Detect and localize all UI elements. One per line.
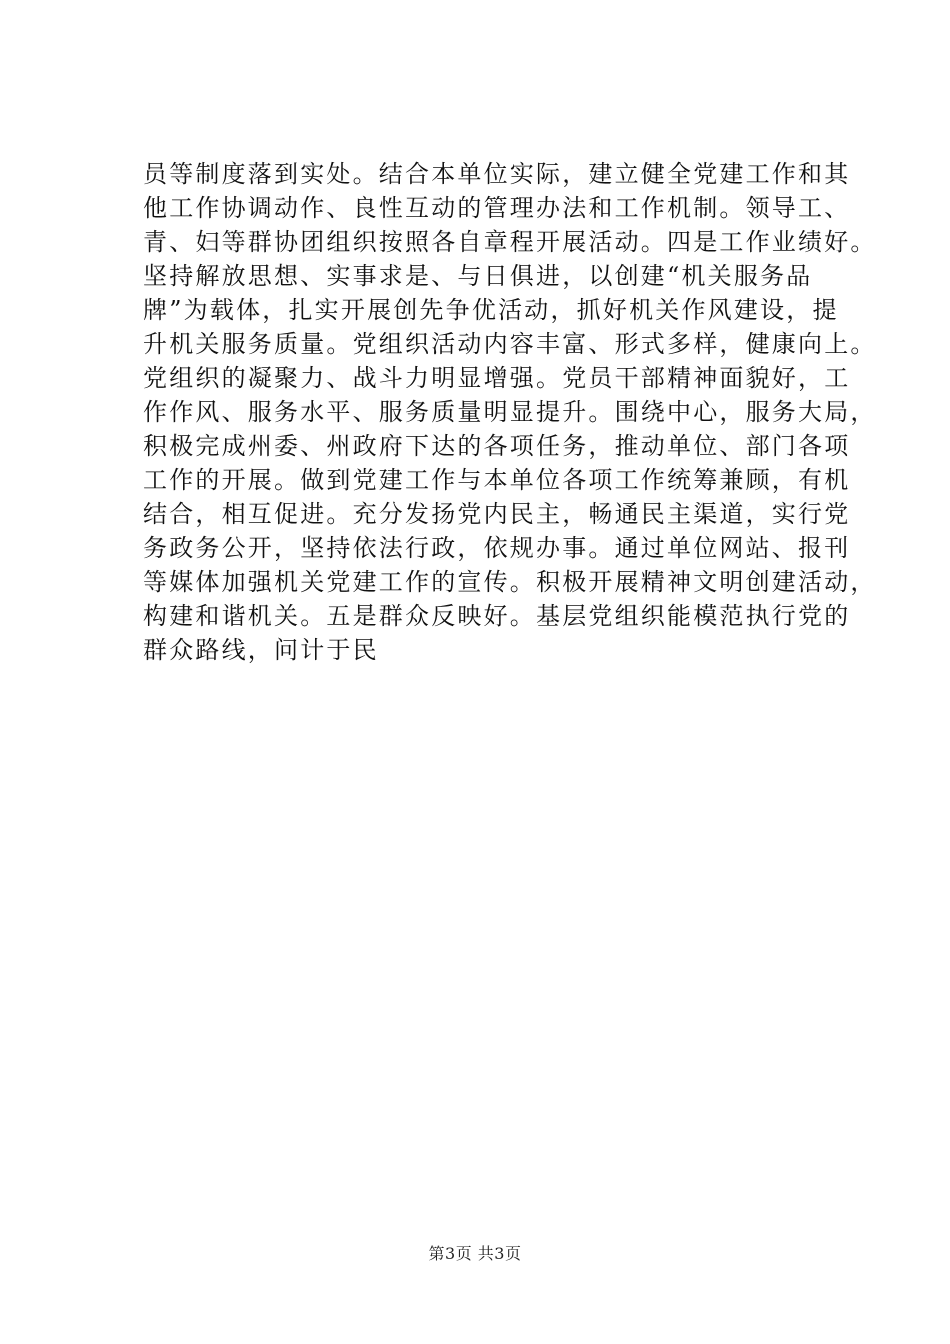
body-line: 群众路线，问计于民 (143, 636, 379, 664)
body-line: 坚持解放思想、实事求是、与日俱进，以创建“机关服务品 (143, 262, 813, 290)
body-line: 务政务公开，坚持依法行政，依规办事。通过单位网站、报刊 (143, 534, 851, 562)
document-body (143, 157, 877, 667)
body-line: 党组织的凝聚力、战斗力明显增强。党员干部精神面貌好，工 (143, 364, 851, 392)
page-number: 第3页 共3页 (428, 1244, 522, 1263)
body-line: 构建和谐机关。五是群众反映好。基层党组织能模范执行党的 (143, 602, 851, 630)
body-line: 等媒体加强机关党建工作的宣传。积极开展精神文明创建活动， (143, 568, 877, 596)
body-line: 员等制度落到实处。结合本单位实际，建立健全党建工作和其 (143, 160, 851, 188)
body-line: 作作风、服务水平、服务质量明显提升。围绕中心，服务大局， (143, 398, 877, 426)
body-line: 积极完成州委、州政府下达的各项任务，推动单位、部门各项 (143, 432, 851, 460)
body-line: 工作的开展。做到党建工作与本单位各项工作统筹兼顾，有机 (143, 466, 851, 494)
body-line: 他工作协调动作、良性互动的管理办法和工作机制。领导工、 (143, 194, 851, 222)
body-line: 升机关服务质量。党组织活动内容丰富、形式多样，健康向上。 (143, 330, 877, 358)
body-line: 青、妇等群协团组织按照各自章程开展活动。四是工作业绩好。 (143, 228, 877, 256)
body-line: 结合，相互促进。充分发扬党内民主，畅通民主渠道，实行党 (143, 500, 851, 528)
page-footer (0, 1241, 950, 1264)
body-line: 牌”为载体，扎实开展创先争优活动，抓好机关作风建设，提 (143, 296, 839, 324)
